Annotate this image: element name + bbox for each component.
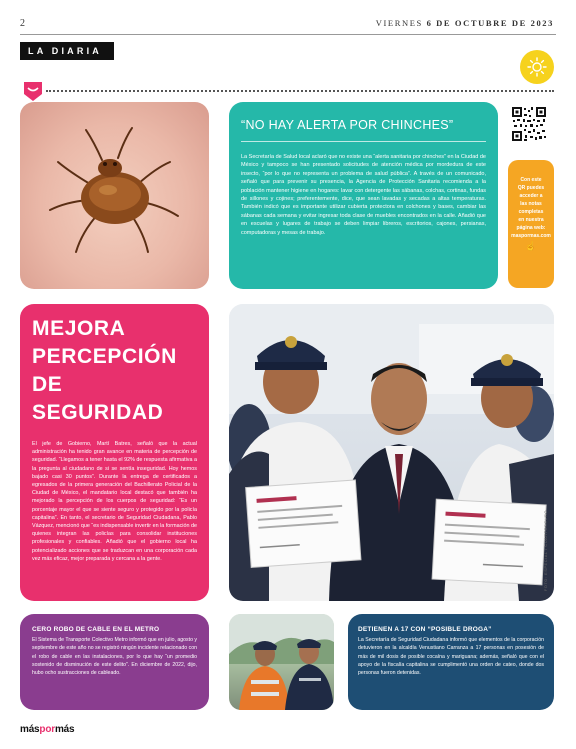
qr-code[interactable] <box>511 106 547 142</box>
pointing-hand-icon: ☝ <box>525 241 537 251</box>
qr-card-line: las notas <box>520 201 542 207</box>
droga-body: La Secretaría de Seguridad Ciudadana informó que elementos de la corporación detuvieron en la alcaldía Venustiano Carranza a 17 personas en posesión de más de mil dosis de posible cocaína y mariguana; además, señaló que con el apoyo de la fiscalía capitalina se cumplimentó una orden de cateo, donde dos personas fueron detenidas. <box>358 637 544 677</box>
cable-article <box>20 614 209 710</box>
bedbug-photo <box>20 102 209 289</box>
chinches-title-rule <box>241 141 486 142</box>
qr-card-line: en nuestra <box>518 217 544 223</box>
headline-line: DE SEGURIDAD <box>32 373 164 424</box>
page-number: 2 <box>20 18 25 29</box>
mejora-headline <box>32 315 197 427</box>
photo-credit: FOTO: ESPECIAL / CUARTOSCURO <box>543 509 548 591</box>
qr-card-line: QR puedes <box>517 185 545 191</box>
sun-icon <box>520 50 554 84</box>
graduation-photo <box>229 304 554 601</box>
chinches-title: “NO HAY ALERTA POR CHINCHES” <box>241 118 454 132</box>
chinches-article <box>229 102 498 289</box>
headline-line: MEJORA <box>32 317 126 340</box>
header-rule <box>20 34 556 35</box>
date-weekday: VIERNES <box>375 18 423 28</box>
cable-title: CERO ROBO DE CABLE EN EL METRO <box>32 626 160 633</box>
maspormas-logo[interactable] <box>20 724 74 735</box>
mejora-body: El jefe de Gobierno, Martí Batres, señaló que la actual administración ha tenido gran avance en materia de percepción de seguridad. “Llegamos a tener hasta el 92% de respuesta afirmativa a la pregunta al ciudadano de si se sentía inseguridad. Hoy hemos bajado casi 30 puntos”. Durante la entrega de certificados a egresados de la primera generación del Bachillerato Policial de la Ciudad de México, el mandatario local destacó que también ha mejorado la percepción de los cuerpos de seguridad: “Es un porcentaje mayor el que se siente seguro y protegido por la policía capitalina”. En tanto, el secretario de Seguridad Ciudadana, Pablo Vázquez, mencionó que “es indispensable invertir en la formación de quienes integran las policías para consolidar instituciones profesionales y confiables. Añadió que el gobierno local ha potencializado acciones que se traduzcan en una corporación cada vez más eficaz, mejor preparada y cercana a la gente. <box>32 441 197 562</box>
issue-date <box>376 18 554 28</box>
qr-card-line: completas <box>518 209 544 215</box>
logo-part-mas: más <box>20 724 40 735</box>
droga-title: DETIENEN A 17 CON “POSIBLE DROGA” <box>358 626 492 633</box>
logo-part-por: por <box>39 724 55 735</box>
section-tag: LA DIARIA <box>20 42 114 60</box>
cable-body: El Sistema de Transporte Colectivo Metro informó que en julio, agosto y septiembre de este año no se registró ningún incidente relacionado con el robo de cable en las instalaciones, por lo que hay “un promedio sostenido de disminución de este delito”. En diciembre de 2022, dijo, hubo ocho sustracciones de cableado. <box>32 637 197 677</box>
qr-card-line: acceder a <box>519 193 543 199</box>
date-main: 6 DE OCTUBRE DE 2023 <box>426 18 554 28</box>
headline-line: PERCEPCIÓN <box>32 345 177 368</box>
qr-info-card <box>508 160 554 288</box>
logo-part-mas-2: más <box>54 724 75 735</box>
mejora-article <box>20 304 209 601</box>
heart-badge-icon <box>22 80 44 102</box>
dotted-divider <box>46 90 554 92</box>
qr-card-link[interactable]: maspormas.com <box>511 233 551 239</box>
police-officers-photo <box>229 614 334 710</box>
qr-card-line: página web: <box>516 225 546 231</box>
chinches-body: La Secretaría de Salud local aclaró que no existe una “alerta sanitaria por chinches” en la Ciudad de México y tampoco se han presentado solicitudes de atención médica por mordedura de este insecto, “por lo que no representa un problema de salud pública”. A través de un comunicado, señaló que para prevenir su presencia, la Agencia de Protección Sanitaria recomienda a la población mantener higiene en hogares: lavar con detergente las sábanas, colchas, cortinas, fundas de sillones y cojines; preferentemente, dice, que sean lavadas y secadas a altas temperaturas. También indicó que es importante utilizar cubierta protectora en colchones y bases, cambiar las sábanas cada semana y evitar ingresar toda clase de muebles encontrados en la calle. Añadió que en escuelas y lugares de trabajo se deben limpiar libreros, escritorios, cajones, persianas, computadoras y mesas de trabajo. <box>241 154 486 236</box>
droga-article <box>348 614 554 710</box>
qr-card-line: Con este <box>520 177 542 183</box>
